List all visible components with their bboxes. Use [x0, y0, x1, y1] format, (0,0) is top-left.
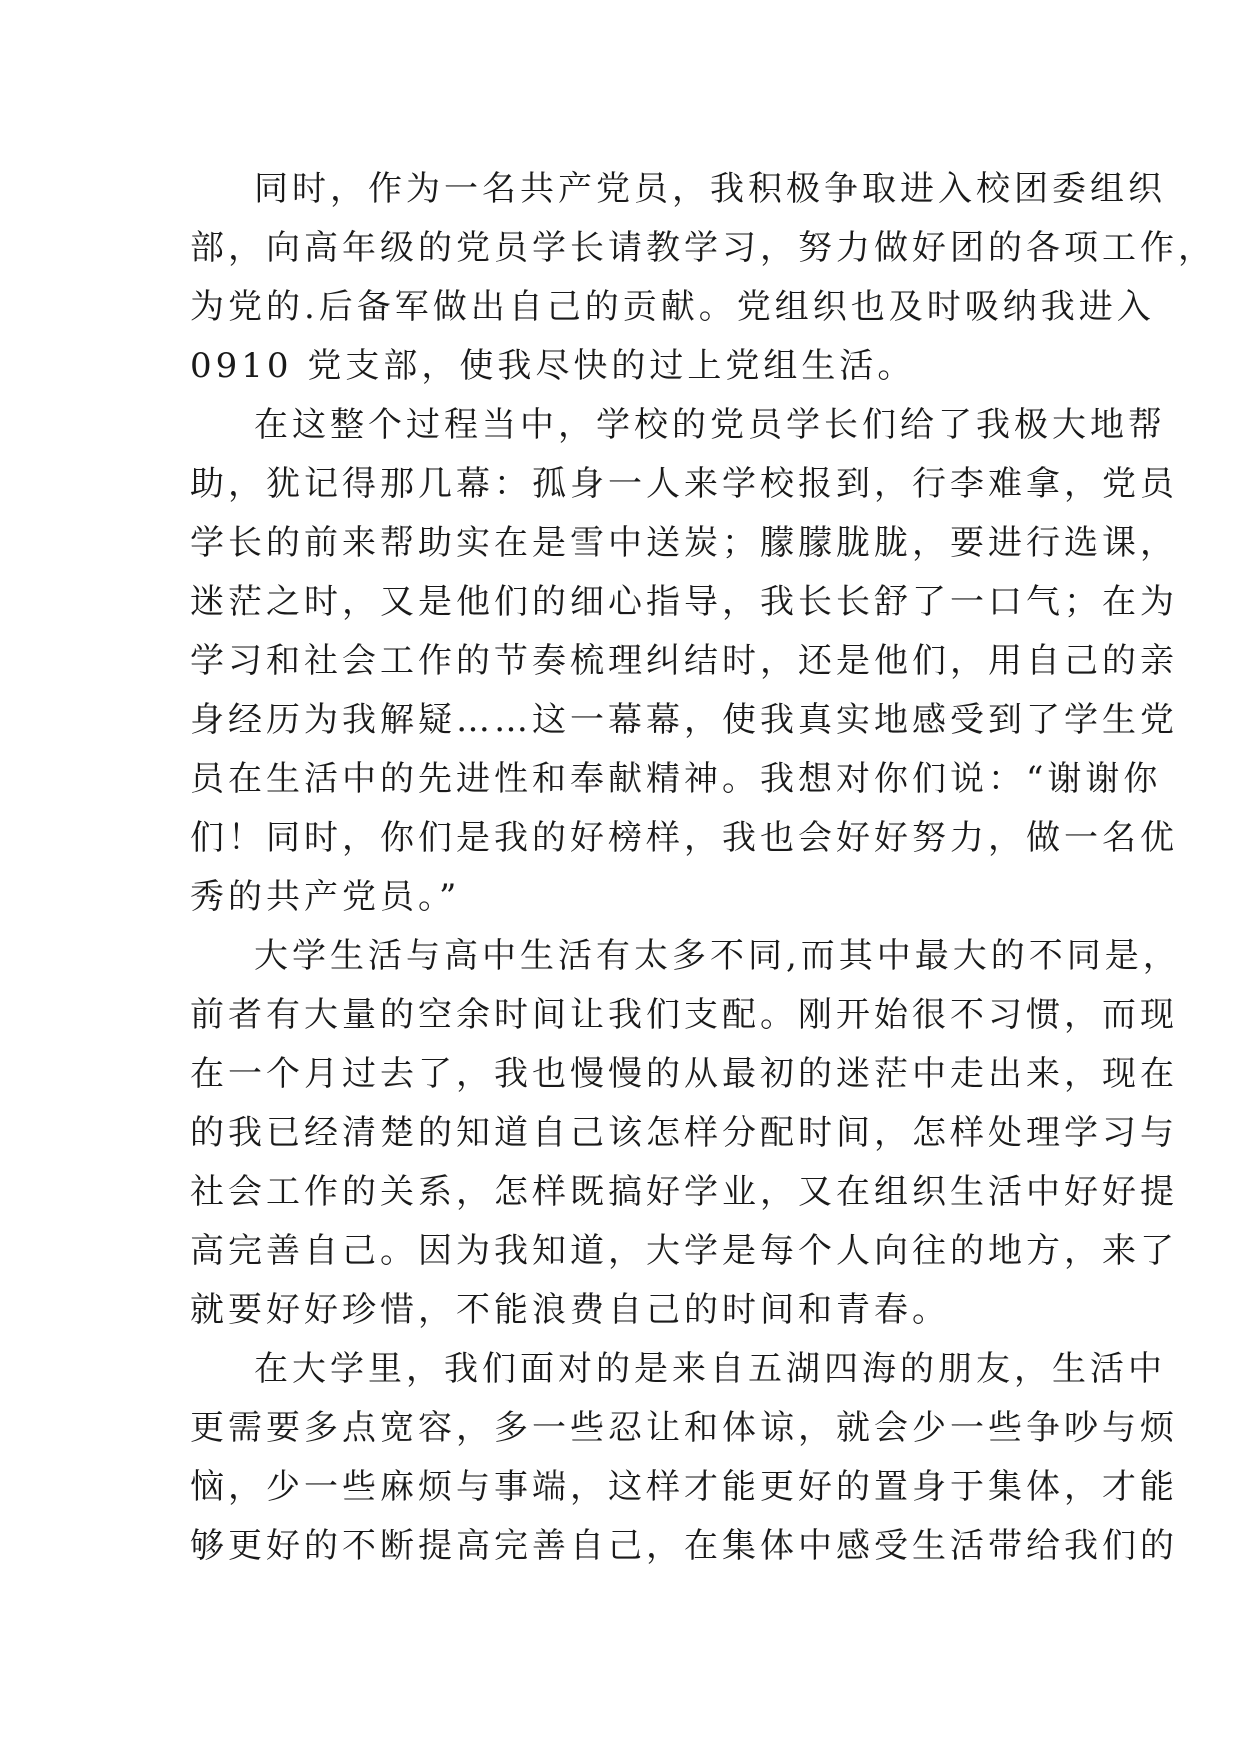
text-line: 秀的共产党员。”: [190, 877, 461, 917]
text-line: 0910 党支部，使我尽快的过上党组生活。: [190, 346, 916, 386]
paragraph-4: [190, 1340, 1178, 1576]
text-line: 够更好的不断提高完善自己，在集体中感受生活带给我们的: [190, 1526, 1178, 1566]
text-line: 社会工作的关系，怎样既搞好学业，又在组织生活中好好提: [190, 1172, 1178, 1212]
text-line: 在这整个过程当中，学校的党员学长们给了我极大地帮: [254, 405, 1166, 445]
text-line: 更需要多点宽容，多一些忍让和体谅，就会少一些争吵与烦: [190, 1408, 1178, 1448]
text-line: 学习和社会工作的节奏梳理纠结时，还是他们，用自己的亲: [190, 641, 1178, 681]
text-line: 员在生活中的先进性和奉献精神。我想对你们说：“谢谢你: [190, 759, 1162, 799]
text-line: 在一个月过去了，我也慢慢的从最初的迷茫中走出来，现在: [190, 1054, 1178, 1094]
paragraph-1: [190, 160, 1216, 396]
text-line: 迷茫之时，又是他们的细心指导，我长长舒了一口气；在为: [190, 582, 1178, 622]
text-line: 学长的前来帮助实在是雪中送炭；朦朦胧胧，要进行选课，: [190, 523, 1178, 563]
text-line: 恼，少一些麻烦与事端，这样才能更好的置身于集体，才能: [190, 1467, 1178, 1507]
text-line: 前者有大量的空余时间让我们支配。刚开始很不习惯，而现: [190, 995, 1178, 1035]
text-line: 在大学里，我们面对的是来自五湖四海的朋友，生活中: [254, 1349, 1166, 1389]
text-line: 高完善自己。因为我知道，大学是每个人向往的地方，来了: [190, 1231, 1178, 1271]
paragraph-2: [190, 396, 1178, 927]
text-line: 大学生活与高中生活有太多不同,而其中最大的不同是，: [254, 936, 1181, 976]
text-line: 们！同时，你们是我的好榜样，我也会好好努力，做一名优: [190, 818, 1178, 858]
text-line: 就要好好珍惜，不能浪费自己的时间和青春。: [190, 1290, 950, 1330]
text-line: 的我已经清楚的知道自己该怎样分配时间，怎样处理学习与: [190, 1113, 1178, 1153]
text-line: 助，犹记得那几幕：孤身一人来学校报到，行李难拿，党员: [190, 464, 1178, 504]
paragraph-3: [190, 927, 1181, 1340]
text-line: 身经历为我解疑……这一幕幕，使我真实地感受到了学生党: [190, 700, 1178, 740]
text-line: 部，向高年级的党员学长请教学习，努力做好团的各项工作，: [190, 228, 1216, 268]
text-line: 为党的.后备军做出自己的贡献。党组织也及时吸纳我进入: [190, 287, 1155, 327]
body-text: [190, 160, 1216, 1576]
text-line: 同时，作为一名共产党员，我积极争取进入校团委组织: [254, 169, 1166, 209]
